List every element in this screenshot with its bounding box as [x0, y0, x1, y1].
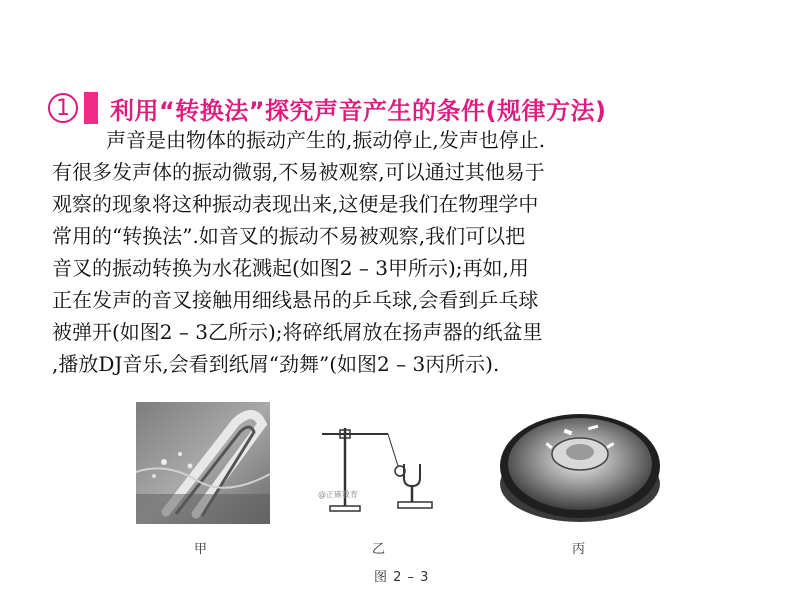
section-title: 利用“转换法”探究声音产生的条件(规律方法) [110, 96, 607, 125]
paragraph-line: ,播放DJ音乐,会看到纸屑“劲舞”(如图2 – 3丙所示). [52, 352, 500, 376]
accent-bar [84, 92, 98, 124]
paragraph-line: 声音是由物体的振动产生的,振动停止,发声也停止. [106, 128, 546, 152]
paragraph-line: 正在发声的音叉接触用细线悬吊的乒乓球,会看到乒乓球 [52, 288, 539, 312]
watermark-text: @正確教育 [318, 490, 358, 499]
paragraph-line: 观察的现象将这种振动表现出来,这便是我们在物理学中 [52, 192, 539, 216]
circled-number-badge: 1 [48, 93, 78, 123]
tuning-fork-water-photo [136, 402, 270, 524]
figure-label-c: 丙 [572, 542, 587, 557]
figure-label-a: 甲 [194, 542, 209, 557]
body-paragraph [52, 124, 772, 380]
paragraph-line: 有很多发声体的振动微弱,不易被观察,可以通过其他易于 [52, 160, 545, 184]
speaker-photo [496, 404, 664, 530]
figure-label-b: 乙 [372, 542, 387, 557]
tuning-fork-ball-diagram [316, 420, 446, 516]
paragraph-line: 音叉的振动转换为水花溅起(如图2 – 3甲所示);再如,用 [52, 256, 529, 280]
figure-caption: 图 2 – 3 [374, 570, 430, 585]
paragraph-line: 常用的“转换法”.如音叉的振动不易被观察,我们可以把 [52, 224, 526, 248]
paragraph-line: 被弹开(如图2 – 3乙所示);将碎纸屑放在扬声器的纸盆里 [52, 320, 543, 344]
